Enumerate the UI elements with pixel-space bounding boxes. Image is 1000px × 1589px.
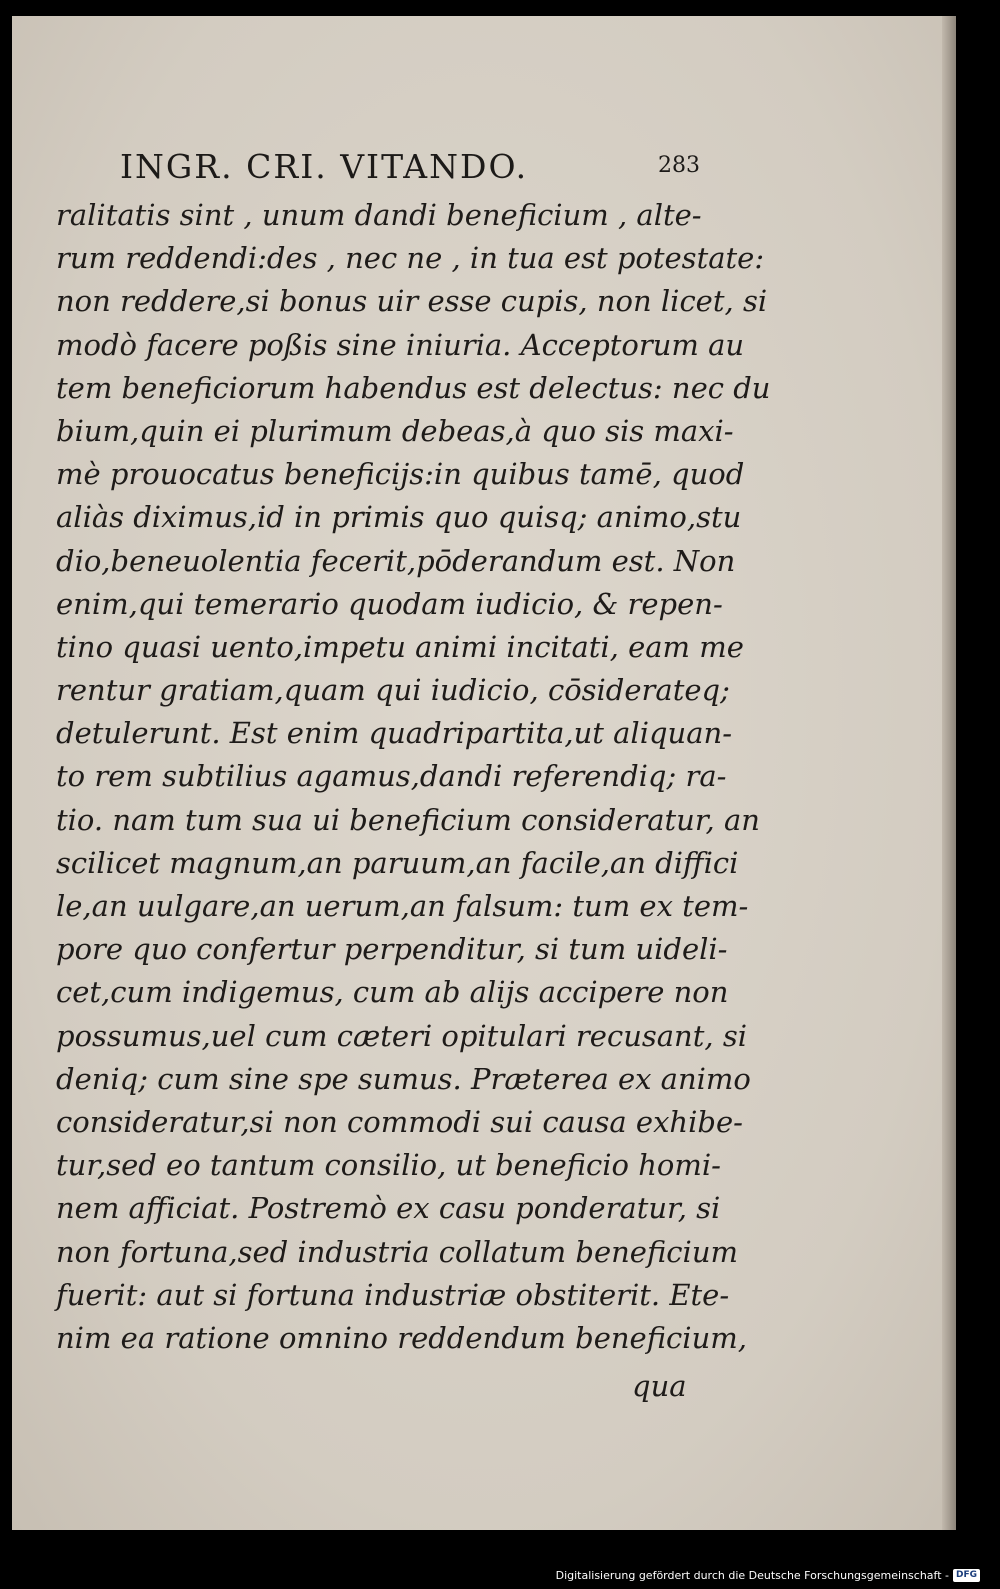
catchword: qua (632, 1369, 687, 1403)
text-line: nim ea ratione omnino reddendum beneficium, (56, 1320, 747, 1355)
page-number: 283 (658, 153, 700, 178)
text-line: detulerunt. Est enim quadripartita,ut aliquan- (56, 716, 732, 751)
text-line: tem beneficiorum habendus est delectus: nec du (56, 370, 771, 405)
text-line: bium,quin ei plurimum debeas,à quo sis maxi- (56, 413, 734, 448)
text-line: deniq; cum sine spe sumus. Præterea ex animo (56, 1061, 751, 1096)
text-line: enim,qui temerario quodam iudicio, & repen- (56, 586, 723, 621)
running-title: INGR. CRI. VITANDO. (120, 147, 529, 186)
body-text (56, 194, 771, 1360)
text-line: non reddere,si bonus uir esse cupis, non licet, si (56, 284, 768, 319)
text-line: rum reddendi:des , nec ne , in tua est potestate: (56, 241, 765, 276)
text-line: ralitatis sint , unum dandi beneficium , alte- (56, 198, 702, 232)
book-page (12, 16, 956, 1530)
text-line: nem afficiat. Postremò ex casu ponderatur, si (56, 1191, 721, 1226)
text-line: scilicet magnum,an paruum,an facile,an diffici (56, 845, 739, 880)
text-line: possumus,uel cum cæteri opitulari recusant, si (56, 1018, 747, 1053)
text-line: tio. nam tum sua ui beneficium consideratur, an (56, 802, 760, 837)
text-line: fuerit: aut si fortuna industriæ obstiterit. Ete- (56, 1277, 730, 1312)
text-line: modò facere poßis sine iniuria. Acceptorum au (56, 327, 745, 362)
running-header (120, 147, 700, 197)
page-edge-shadow (942, 16, 956, 1530)
text-line: le,an uulgare,an uerum,an falsum: tum ex tem- (56, 889, 749, 923)
text-line: to rem subtilius agamus,dandi referendiq; ra- (56, 759, 727, 794)
text-line: dio,beneuolentia fecerit,pōderandum est. Non (56, 543, 736, 578)
dfg-logo: DFG (953, 1569, 980, 1582)
credit-text: Digitalisierung gefördert durch die Deutsche Forschungsgemeinschaft - (555, 1569, 949, 1582)
text-line: consideratur,si non commodi sui causa exhibe- (56, 1104, 743, 1139)
text-line: rentur gratiam,quam qui iudicio, cōsiderateq; (56, 673, 730, 708)
digitization-credit (556, 1569, 980, 1582)
text-line: aliàs diximus,id in primis quo quisq; animo,stu (56, 500, 742, 535)
text-line: pore quo confertur perpenditur, si tum uideli- (56, 932, 728, 967)
text-line: cet,cum indigemus, cum ab alijs accipere non (56, 975, 729, 1010)
text-line: non fortuna,sed industria collatum beneficium (56, 1234, 738, 1269)
text-line: tur,sed eo tantum consilio, ut beneficio homi- (56, 1148, 721, 1183)
text-line: mè prouocatus beneficijs:in quibus tamē, quod (56, 457, 745, 492)
text-line: tino quasi uento,impetu animi incitati, eam me (56, 629, 744, 664)
